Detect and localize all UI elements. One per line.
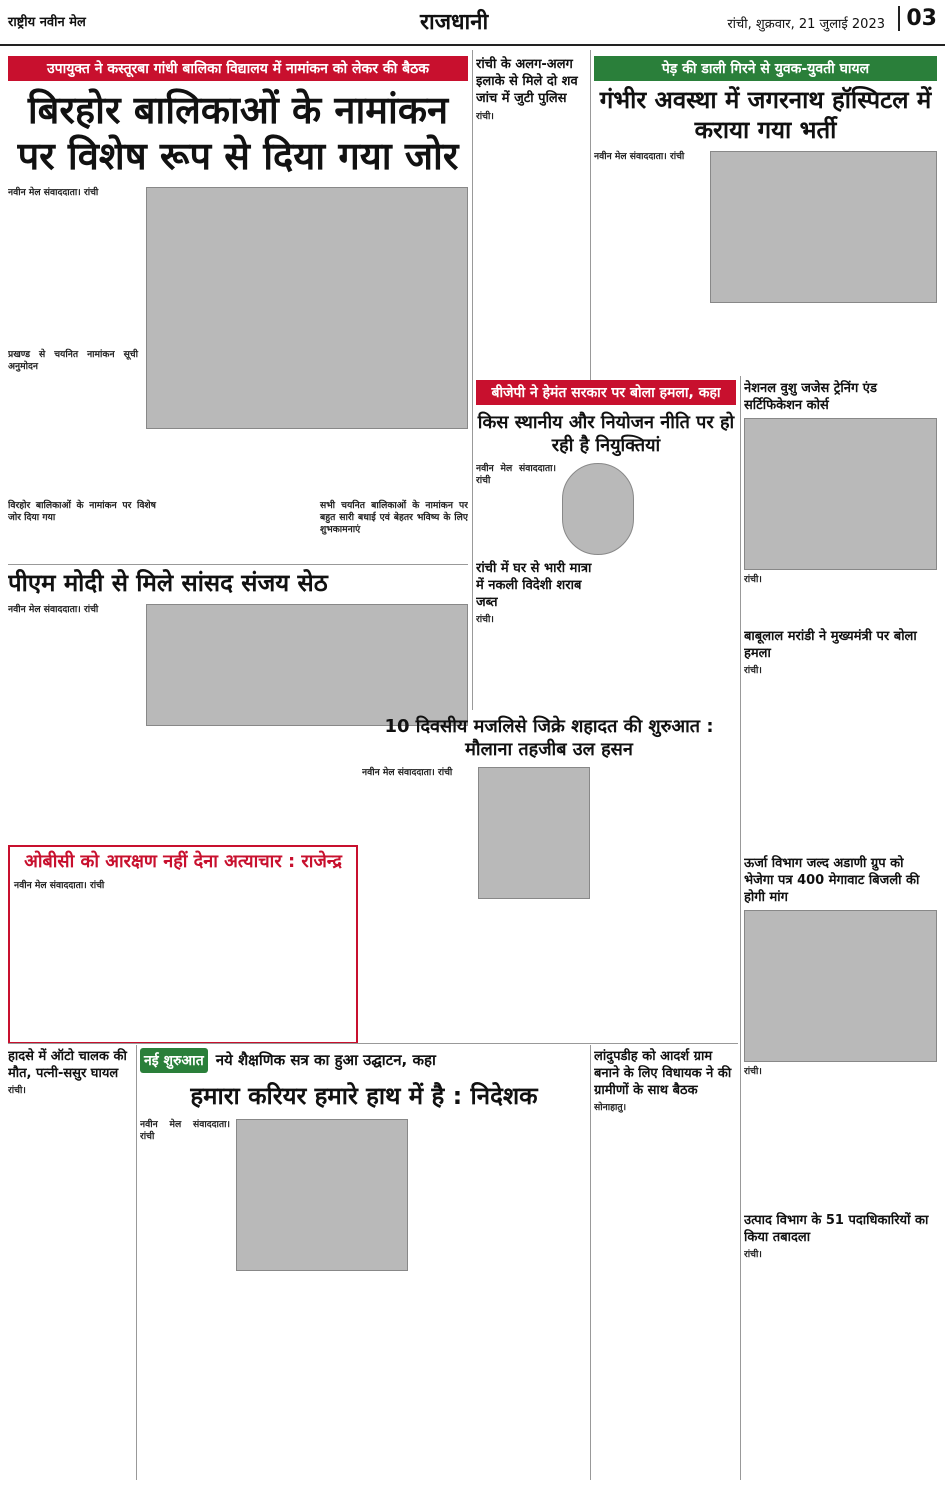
article-obc-reservation xyxy=(8,845,358,1044)
group-photo xyxy=(744,418,937,570)
article-headline: गंभीर अवस्था में जगरनाथ हॉस्पिटल में कराया गया भर्ती xyxy=(599,86,932,144)
article-dateline: नवीन मेल संवाददाता। रांची xyxy=(594,151,685,162)
article-headline: उत्पाद विभाग के 51 पदाधिकारियों का किया तबादला xyxy=(744,1213,929,1245)
column-divider xyxy=(136,1045,137,1480)
article-text xyxy=(744,586,937,620)
article-excise-transfers xyxy=(744,1212,937,1480)
page-number: 03 xyxy=(898,6,937,31)
article-text xyxy=(476,123,586,373)
article-text xyxy=(320,536,468,561)
article-text xyxy=(640,463,736,553)
article-tree-branch-accident xyxy=(594,56,937,376)
pm-meeting-photo xyxy=(146,604,468,726)
article-text xyxy=(8,374,138,494)
article-subhead: विरहोर बालिकाओं के नामांकन पर विशेष जोर दिया गया xyxy=(8,499,156,523)
article-tag: नई शुरुआत xyxy=(140,1048,208,1073)
accident-photo xyxy=(710,151,937,303)
article-headline: ऊर्जा विभाग जल्द अडाणी ग्रुप को भेजेगा पत्र 400 मेगावाट बिजली की होगी मांग xyxy=(744,856,920,905)
article-text xyxy=(596,767,736,997)
issue-date: रांची, शुक्रवार, 21 जुलाई 2023 xyxy=(727,17,885,32)
article-headline: बाबूलाल मरांडी ने मुख्यमंत्री पर बोला हमला xyxy=(744,629,917,661)
article-dateline: रांची। xyxy=(8,1085,26,1096)
article-text xyxy=(744,1261,937,1480)
row-divider xyxy=(8,1043,738,1044)
article-headline: नेशनल वुशु जजेस ट्रेनिंग एंड सर्टिफिकेशन कोर्स xyxy=(744,381,877,413)
article-text xyxy=(14,892,121,1022)
article-dateline: रांची। xyxy=(476,614,494,625)
article-kicker: पेड़ की डाली गिरने से युवक-युवती घायल xyxy=(594,56,937,81)
article-dateline: रांची। xyxy=(744,1249,762,1260)
paper-logo: राष्ट्रीय नवीन मेल xyxy=(8,15,86,30)
article-text xyxy=(8,616,138,816)
article-marandi-attack xyxy=(744,628,937,848)
article-subhead: प्रखण्ड से चयनित नामांकन सूची अनुमोदन xyxy=(8,349,138,373)
article-dateline: रांची। xyxy=(744,574,762,585)
article-dateline: रांची। xyxy=(744,665,762,676)
column-divider xyxy=(590,1045,591,1480)
article-dateline: रांची। xyxy=(476,111,494,122)
article-birhor-enrolment xyxy=(8,56,468,561)
article-text xyxy=(476,487,556,547)
article-dateline: नवीन मेल संवाददाता। रांची xyxy=(140,1119,230,1143)
article-adani-power xyxy=(744,855,937,1205)
article-kicker: बीजेपी ने हेमंत सरकार पर बोला हमला, कहा xyxy=(476,380,736,405)
article-model-village xyxy=(594,1048,736,1480)
article-academic-session xyxy=(140,1048,588,1480)
article-text xyxy=(140,1143,230,1453)
meeting-photo xyxy=(146,187,468,429)
article-headline: पीएम मोदी से मिले सांसद संजय सेठ xyxy=(8,569,328,597)
article-text xyxy=(610,561,736,691)
article-text xyxy=(8,524,156,561)
article-text xyxy=(744,1078,937,1205)
article-fake-liquor xyxy=(476,560,596,710)
article-text xyxy=(362,779,472,1009)
article-dateline: नवीन मेल संवाददाता। रांची xyxy=(14,880,105,891)
maulana-photo xyxy=(478,767,590,899)
article-text xyxy=(245,880,352,1020)
article-dateline: रांची। xyxy=(744,1066,762,1077)
article-dateline: नवीन मेल संवाददाता। रांची xyxy=(476,463,556,487)
article-headline: रांची के अलग-अलग इलाके से मिले दो शव जांच में जुटी पुलिस xyxy=(476,57,578,106)
article-text xyxy=(476,626,596,706)
article-headline: हादसे में ऑटो चालक की मौत, पत्नी-ससुर घायल xyxy=(8,1049,127,1081)
article-text xyxy=(8,1097,133,1467)
article-majlis xyxy=(362,715,736,1045)
institute-building-photo xyxy=(236,1119,408,1271)
article-wushu-course xyxy=(744,380,937,620)
article-headline: बिरहोर बालिकाओं के नामांकन पर विशेष रूप से दिया गया जोर xyxy=(17,88,459,178)
article-subhead: सभी चयनित बालिकाओं के नामांकन पर बहुत सारी बधाई एवं बेहतर भविष्य के लिए शुभकामनाएं xyxy=(320,499,468,536)
article-text xyxy=(744,677,937,847)
article-auto-accident xyxy=(8,1048,133,1480)
article-headline: किस स्थानीय और नियोजन नीति पर हो रही है नियुक्तियां xyxy=(477,412,735,456)
article-dateline: सोनाहातु। xyxy=(594,1102,627,1113)
column-divider xyxy=(740,376,741,1480)
article-kicker: नये शैक्षणिक सत्र का हुआ उद्घाटन, कहा xyxy=(215,1051,436,1069)
article-two-bodies xyxy=(476,56,586,376)
masthead xyxy=(0,0,945,46)
section-title: राजधानी xyxy=(420,10,489,35)
row-divider xyxy=(8,564,468,565)
column-divider xyxy=(590,50,591,380)
article-headline: ओबीसी को आरक्षण नहीं देना अत्याचार : राजेन्द्र xyxy=(24,851,342,872)
article-text xyxy=(8,199,138,349)
article-text xyxy=(594,163,704,363)
article-text xyxy=(414,1119,588,1439)
article-text xyxy=(129,880,236,1020)
article-kicker: उपायुक्त ने कस्तूरबा गांधी बालिका विद्यालय में नामांकन को लेकर की बैठक xyxy=(8,56,468,81)
article-dateline: नवीन मेल संवाददाता। रांची xyxy=(8,187,99,198)
power-plant-photo xyxy=(744,910,937,1062)
article-text xyxy=(164,500,312,561)
article-headline: रांची में घर से भारी मात्रा में नकली विदेशी शराब जब्त xyxy=(476,561,592,610)
article-dateline: नवीन मेल संवाददाता। रांची xyxy=(362,767,453,778)
article-headline: लांदुपडीह को आदर्श ग्राम बनाने के लिए विधायक ने की ग्रामीणों के साथ बैठक xyxy=(594,1049,732,1098)
article-dateline: नवीन मेल संवाददाता। रांची xyxy=(8,604,99,615)
article-headline: 10 दिवसीय मजलिसे जिक्रे शहादत की शुरुआत : मौलाना तहजीब उल हसन xyxy=(384,716,714,760)
article-headline: हमारा करियर हमारे हाथ में है : निदेशक xyxy=(190,1082,538,1110)
column-divider xyxy=(472,50,473,710)
article-text xyxy=(594,1114,736,1454)
leader-photo xyxy=(562,463,634,555)
